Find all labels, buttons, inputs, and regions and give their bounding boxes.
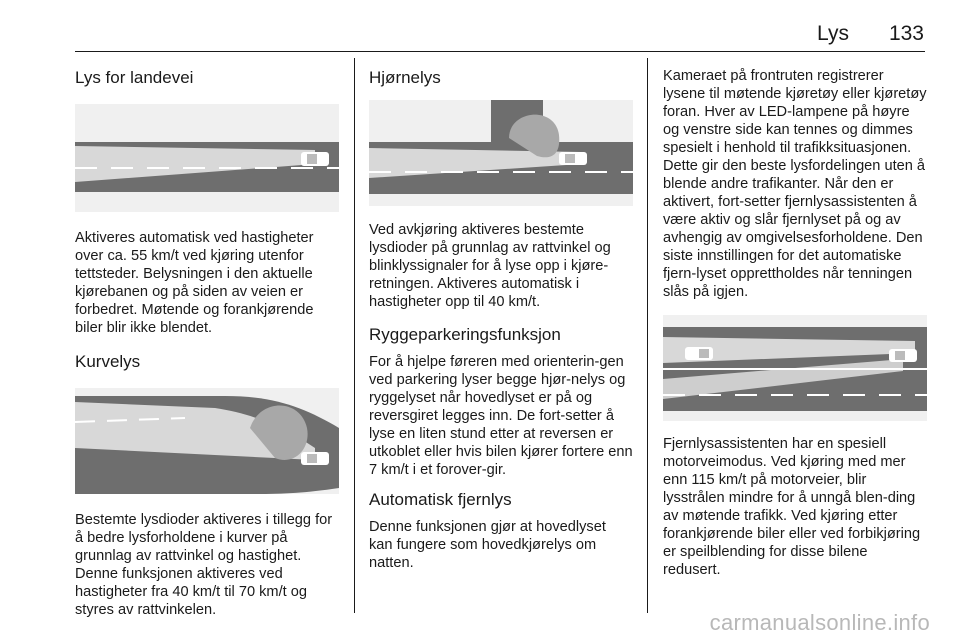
column-2 — [369, 62, 633, 572]
illustration-high-beam-assist — [663, 315, 927, 421]
heading-auto-high-beam: Automatisk fjernlys — [369, 490, 512, 509]
paragraph-curve-light: Bestemte lysdioder aktiveres i tillegg for å bedre lysforholdene i kurver på grunnlag av rattvinkel og hastighet. Denne funksjonen aktiveres ved hastigheter fra 40 km/t til 70 km/t og styres av rattvinkelen. — [75, 512, 333, 618]
header-rule — [75, 51, 925, 52]
heading-corner-light: Hjørnelys — [369, 68, 441, 87]
car-icon — [301, 152, 329, 166]
heading-curve-light: Kurvelys — [75, 352, 141, 371]
paragraph-motorway-mode: Fjernlysassistenten har en spesiell motorveimodus. Ved kjøring med mer enn 115 km/t på motorveier, blir lysstrålen mindre for å unngå blen-ding av møtende trafikk. Ved kjøring etter forankjørende biler eller ved forbikjøring er speilblending for disse bilene redusert. — [663, 436, 921, 578]
page-number: 133 — [888, 22, 924, 45]
column-3 — [663, 62, 927, 579]
section-title: Lys — [817, 22, 849, 45]
paragraph-camera: Kameraet på frontruten registrerer lysene til møtende kjøretøy eller kjøretøy foran. Hver av LED-lampene på høyre og venstre side kan tennes og dimmes spesielt i henhold til trafikksituasjonen. Dette gir den beste lysfordelingen uten å blende andre trafikanter. Når den er aktivert, fort-setter fjernlysassistenten å være aktiv og slår fjernlyset på og av avhengig av omgivelsesforholdene. Den siste innstillingen for det automatiske fjern-lyset opprettholdes når tenningen slås på igjen. — [663, 68, 927, 300]
column-divider-1 — [354, 58, 355, 613]
paragraph-corner-light: Ved avkjøring aktiveres bestemte lysdioder på grunnlag av rattvinkel og blinklyssignaler for å lyse opp i kjøre-retningen. Aktiveres automatisk i hastigheter opp til 40 km/t. — [369, 222, 611, 310]
illustration-corner-light — [369, 100, 633, 206]
car-icon — [685, 347, 713, 360]
column-1 — [75, 62, 339, 619]
column-divider-2 — [647, 58, 648, 613]
illustration-curve-light — [75, 388, 339, 494]
car-icon — [301, 452, 329, 465]
paragraph-auto-high-beam: Denne funksjonen gjør at hovedlyset kan fungere som hovedkjørelys om natten. — [369, 519, 606, 571]
page-header — [817, 22, 924, 52]
car-icon — [889, 349, 917, 362]
illustration-country-light — [75, 104, 339, 212]
paragraph-country-light: Aktiveres automatisk ved hastigheter over ca. 55 km/t ved kjøring utenfor tettsteder. Belysningen i den aktuelle kjørebanen og på siden av veien er forbedret. Møtende og forankjørende biler blir ikke blendet. — [75, 230, 314, 336]
heading-reverse-parking: Ryggeparkeringsfunksjon — [369, 325, 561, 344]
watermark: carmanualsonline.info — [709, 610, 930, 635]
paragraph-reverse-parking: For å hjelpe føreren med orienterin-gen ved parkering lyser begge hjør-nelys og ryggelyset når hovedlyset er på og reversgiret legges inn. De fort-setter å lyse en liten stund etter at reversen er utkoblet eller hvis bilen kjører fortere enn 7 km/t i et forover-gir. — [369, 354, 633, 478]
heading-country-light: Lys for landevei — [75, 68, 194, 87]
car-icon — [559, 152, 587, 165]
